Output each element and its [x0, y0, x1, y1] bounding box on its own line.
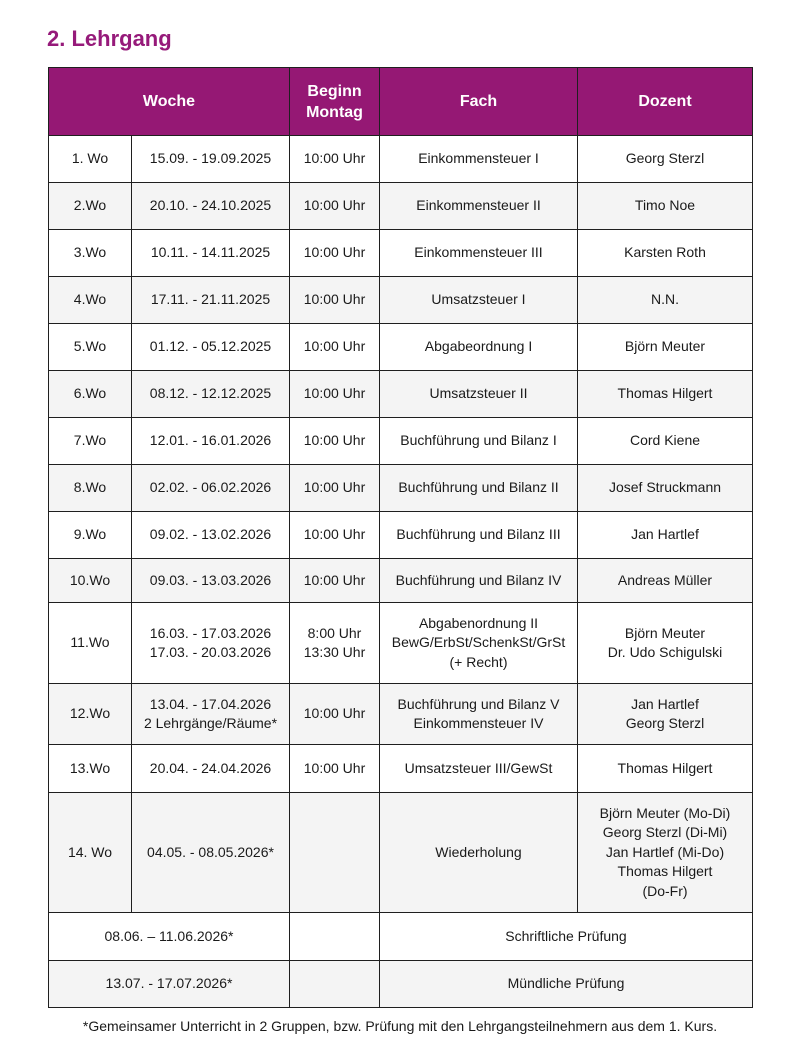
subject-cell: [380, 371, 578, 418]
teacher-cell-line: Georg Sterzl: [625, 150, 705, 167]
teacher-cell-line: Björn Meuter: [624, 624, 706, 641]
header-row: [49, 68, 753, 136]
start-time-cell-line: 10:00 Uhr: [303, 705, 366, 722]
week-cell: [49, 793, 132, 913]
week-cell-line: 11.Wo: [70, 634, 110, 651]
subject-cell: [380, 559, 578, 603]
start-time-cell: [290, 277, 380, 324]
table-row: [49, 684, 753, 745]
subject-cell-line: Einkommensteuer I: [418, 150, 539, 167]
exam-label-cell: [380, 913, 753, 961]
week-cell: [49, 465, 132, 512]
week-cell: [49, 324, 132, 371]
dates-cell-line: 10.11. - 14.11.2025: [150, 244, 271, 261]
dates-cell-line: 17.03. - 20.03.2026: [149, 644, 272, 660]
week-cell-line: 12.Wo: [69, 705, 111, 722]
teacher-cell-line: Jan Hartlef: [631, 526, 699, 543]
subject-cell-line: Umsatzsteuer II: [429, 385, 528, 402]
teacher-cell-line: Thomas Hilgert: [617, 385, 713, 402]
start-time-cell: [290, 324, 380, 371]
exam-label-cell-line: Schriftliche Prüfung: [505, 927, 627, 944]
teacher-cell: [578, 230, 753, 277]
dates-cell: [132, 465, 290, 512]
header-woche: Woche: [49, 68, 290, 136]
subject-cell-line: Buchführung und Bilanz III: [396, 526, 561, 543]
teacher-cell-line: Jan Hartlef: [631, 695, 699, 712]
start-time-cell-line: 10:00 Uhr: [303, 150, 366, 167]
dates-cell: [132, 183, 290, 230]
subject-cell: [380, 277, 578, 324]
dates-cell-line: 01.12. - 05.12.2025: [149, 338, 272, 355]
start-time-cell-line: 10:00 Uhr: [303, 291, 366, 308]
header-dozent: Dozent: [578, 68, 753, 136]
teacher-cell-line: N.N.: [651, 291, 679, 308]
dates-cell-line: 04.05. - 08.05.2026*: [147, 843, 274, 860]
table-row: [49, 136, 753, 183]
teacher-cell: [578, 512, 753, 559]
dates-cell: [132, 324, 290, 371]
dates-cell-line: 16.03. - 17.03.2026: [149, 624, 272, 641]
start-time-cell-line: 10:00 Uhr: [303, 244, 366, 261]
teacher-cell-line: Karsten Roth: [624, 244, 706, 261]
start-time-cell-line: 10:00 Uhr: [303, 526, 366, 543]
subject-cell-line: Abgabeordnung I: [424, 338, 533, 355]
table-row: [49, 793, 753, 913]
week-cell-line: 13.Wo: [69, 759, 111, 776]
teacher-cell: [578, 745, 753, 793]
exam-dates-cell-line: 13.07. - 17.07.2026*: [105, 975, 233, 992]
subject-cell-line: Buchführung und Bilanz IV: [395, 571, 562, 588]
week-cell: [49, 684, 132, 745]
dates-cell: [132, 603, 290, 684]
week-cell: [49, 512, 132, 559]
table-row: [49, 324, 753, 371]
start-time-cell: [290, 136, 380, 183]
dates-cell-line: 09.03. - 13.03.2026: [149, 571, 272, 588]
teacher-cell: [578, 684, 753, 745]
teacher-cell: [578, 418, 753, 465]
subject-cell-line: Buchführung und Bilanz I: [400, 432, 557, 449]
table-row: [49, 277, 753, 324]
dates-cell-line: 08.12. - 12.12.2025: [149, 385, 272, 402]
dates-cell: [132, 793, 290, 913]
week-cell-line: 10.Wo: [69, 571, 111, 588]
start-time-cell-line: 8:00 Uhr: [307, 624, 362, 641]
teacher-cell-line: Georg Sterzl: [625, 715, 705, 731]
week-cell: [49, 230, 132, 277]
subject-cell-line: Wiederholung: [435, 843, 522, 860]
week-cell-line: 4.Wo: [73, 291, 107, 308]
week-cell-line: 7.Wo: [73, 432, 107, 449]
teacher-cell: [578, 183, 753, 230]
teacher-cell-line: Timo Noe: [634, 197, 696, 214]
teacher-cell-line: (Do-Fr): [642, 882, 688, 899]
start-time-cell-line: 10:00 Uhr: [303, 479, 366, 496]
header-fach: Fach: [380, 68, 578, 136]
start-time-cell: [290, 559, 380, 603]
exam-dates-cell: [49, 913, 290, 961]
start-time-cell: [290, 230, 380, 277]
start-time-cell-line: 10:00 Uhr: [303, 759, 366, 776]
footnote: *Gemeinsamer Unterricht in 2 Gruppen, bzw. Prüfung mit den Lehrgangsteilnehmern aus dem 1. Kurs.: [82, 1018, 718, 1034]
subject-cell: [380, 512, 578, 559]
dates-cell: [132, 745, 290, 793]
exam-row: [49, 961, 753, 1008]
subject-cell-line: Einkommensteuer III: [414, 244, 543, 261]
teacher-cell: [578, 277, 753, 324]
subject-cell: [380, 465, 578, 512]
dates-cell: [132, 230, 290, 277]
teacher-cell-line: Cord Kiene: [629, 432, 701, 449]
dates-cell-line: 17.11. - 21.11.2025: [150, 291, 271, 308]
week-cell-line: 8.Wo: [73, 479, 107, 496]
week-cell-line: 9.Wo: [73, 526, 107, 543]
dates-cell-line: 13.04. - 17.04.2026: [149, 695, 272, 712]
week-cell: [49, 745, 132, 793]
week-cell: [49, 603, 132, 684]
week-cell: [49, 277, 132, 324]
subject-cell-line: Abgabenordnung II: [418, 614, 539, 631]
week-cell-line: 6.Wo: [73, 385, 107, 402]
dates-cell-line: 12.01. - 16.01.2026: [149, 432, 272, 449]
table-row: [49, 230, 753, 277]
teacher-cell-line: Thomas Hilgert: [617, 863, 713, 880]
week-cell: [49, 418, 132, 465]
teacher-cell-line: Björn Meuter: [624, 338, 706, 355]
subject-cell-line: (+ Recht): [449, 653, 508, 670]
exam-time-cell: [290, 913, 380, 961]
week-cell-line: 5.Wo: [73, 338, 107, 355]
subject-cell: [380, 230, 578, 277]
teacher-cell-line: Georg Sterzl (Di-Mi): [602, 824, 728, 841]
teacher-cell: [578, 136, 753, 183]
dates-cell-line: 09.02. - 13.02.2026: [149, 526, 272, 543]
teacher-cell-line: Jan Hartlef (Mi-Do): [605, 843, 725, 860]
schedule-body: [49, 136, 753, 1008]
week-cell: [49, 559, 132, 603]
subject-cell-line: Einkommensteuer II: [416, 197, 541, 214]
table-row: [49, 745, 753, 793]
week-cell: [49, 183, 132, 230]
teacher-cell-line: Dr. Udo Schigulski: [607, 644, 723, 660]
teacher-cell-line: Thomas Hilgert: [617, 759, 713, 776]
exam-label-cell: [380, 961, 753, 1008]
week-cell: [49, 371, 132, 418]
week-cell-line: 1. Wo: [71, 150, 109, 167]
dates-cell: [132, 418, 290, 465]
start-time-cell-line: 10:00 Uhr: [303, 338, 366, 355]
dates-cell-line: 02.02. - 06.02.2026: [149, 479, 272, 496]
start-time-cell-line: 10:00 Uhr: [303, 197, 366, 214]
start-time-cell: [290, 793, 380, 913]
subject-cell-line: Umsatzsteuer I: [431, 291, 526, 308]
exam-label-cell-line: Mündliche Prüfung: [507, 975, 625, 992]
start-time-cell: [290, 465, 380, 512]
table-row: [49, 371, 753, 418]
subject-cell-line: Umsatzsteuer III/GewSt: [404, 759, 553, 776]
dates-cell: [132, 371, 290, 418]
exam-time-cell: [290, 961, 380, 1008]
start-time-cell-line: 10:00 Uhr: [303, 385, 366, 402]
subject-cell: [380, 183, 578, 230]
subject-cell: [380, 684, 578, 745]
start-time-cell: [290, 684, 380, 745]
start-time-cell: [290, 603, 380, 684]
subject-cell: [380, 136, 578, 183]
start-time-cell: [290, 512, 380, 559]
dates-cell-line: 15.09. - 19.09.2025: [149, 150, 272, 167]
teacher-cell: [578, 371, 753, 418]
start-time-cell-line: 10:00 Uhr: [303, 571, 366, 588]
dates-cell: [132, 559, 290, 603]
subject-cell: [380, 603, 578, 684]
week-cell-line: 3.Wo: [73, 244, 107, 261]
start-time-cell: [290, 183, 380, 230]
teacher-cell-line: Andreas Müller: [617, 571, 713, 588]
subject-cell-line: Buchführung und Bilanz II: [398, 479, 559, 496]
subject-cell-line: BewG/ErbSt/SchenkSt/GrSt: [391, 634, 566, 651]
teacher-cell: [578, 793, 753, 913]
teacher-cell: [578, 603, 753, 684]
subject-cell: [380, 324, 578, 371]
dates-cell: [132, 684, 290, 745]
week-cell-line: 14. Wo: [67, 843, 113, 860]
dates-cell: [132, 512, 290, 559]
teacher-cell-line: Björn Meuter (Mo-Di): [599, 804, 731, 821]
dates-cell-line: 20.10. - 24.10.2025: [149, 197, 272, 214]
table-row: [49, 512, 753, 559]
exam-dates-cell-line: 08.06. – 11.06.2026*: [104, 927, 234, 944]
start-time-cell: [290, 745, 380, 793]
subject-cell-line: Einkommensteuer IV: [413, 715, 544, 731]
teacher-cell-line: Josef Struckmann: [608, 479, 722, 496]
teacher-cell: [578, 324, 753, 371]
start-time-cell-line: 13:30 Uhr: [303, 644, 366, 660]
subject-cell: [380, 745, 578, 793]
subject-cell: [380, 418, 578, 465]
table-row: [49, 418, 753, 465]
week-cell-line: 2.Wo: [73, 197, 107, 214]
exam-row: [49, 913, 753, 961]
start-time-cell: [290, 371, 380, 418]
week-cell: [49, 136, 132, 183]
table-row: [49, 559, 753, 603]
header-beginn: Beginn Montag: [290, 68, 380, 136]
dates-cell: [132, 136, 290, 183]
teacher-cell: [578, 559, 753, 603]
start-time-cell-line: 10:00 Uhr: [303, 432, 366, 449]
dates-cell: [132, 277, 290, 324]
page-title: 2. Lehrgang: [47, 26, 172, 51]
start-time-cell: [290, 418, 380, 465]
subject-cell-line: Buchführung und Bilanz V: [397, 695, 560, 712]
dates-cell-line: 20.04. - 24.04.2026: [149, 759, 272, 776]
exam-dates-cell: [49, 961, 290, 1008]
table-row: [49, 465, 753, 512]
table-row: [49, 183, 753, 230]
table-row: [49, 603, 753, 684]
schedule-table: [48, 67, 753, 1008]
teacher-cell: [578, 465, 753, 512]
dates-cell-line: 2 Lehrgänge/Räume*: [143, 715, 278, 731]
subject-cell: [380, 793, 578, 913]
